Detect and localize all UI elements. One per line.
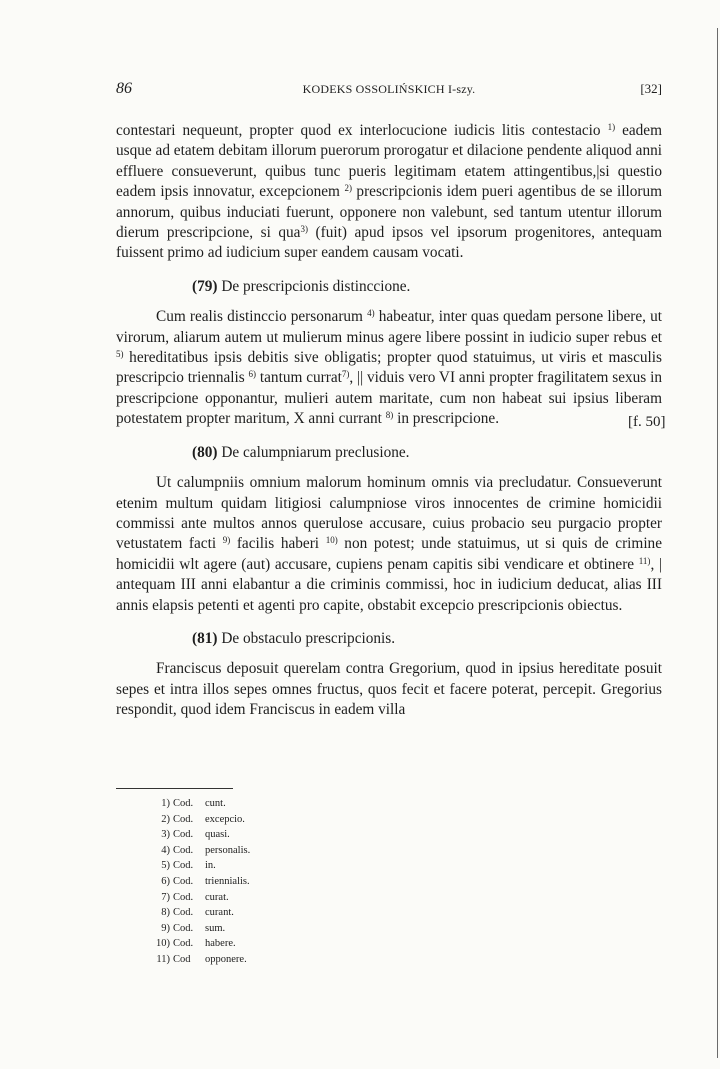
footnote-mark: 4): [161, 844, 170, 856]
footnote: [146, 921, 250, 937]
footnote-mark: 5): [161, 860, 170, 872]
footnote-ref: 7): [341, 369, 350, 380]
text-run: non potest; unde statuimus, ut si quis de crimine homicidii wlt agere (aut) accusare, cupiens penam capitis sibi vendicare et obtinere: [116, 535, 663, 573]
page-edge-line: [717, 28, 718, 1058]
text-run: tantum currat: [256, 369, 342, 387]
section-number: (81): [192, 629, 218, 647]
footnote-ref: 3): [300, 224, 308, 235]
footnotes: [146, 796, 250, 968]
footnote-ref: 5): [116, 349, 124, 360]
footnote-codex: Cod.: [173, 829, 194, 841]
footnote-mark: 7): [161, 891, 170, 903]
text-run: Ut calumpniis omnium malorum hominum omnis via precludatur. Consueverunt etenim multum quidam litigiosi calumpniose viros innocentes de crimine homicidii commissi ante multos annos querulose accusare, cuius probacio seu purgacio propter vetustatem facti: [116, 474, 662, 553]
footnote: [146, 796, 250, 812]
footnote-text: cunt.: [205, 798, 226, 809]
footnote-ref: 4): [367, 308, 375, 319]
text-run: habeatur, inter quas quedam persone libere, ut virorum, aliarum autem ut mulierum minus agere libere possint in iudicio super rebus et: [116, 308, 662, 346]
footnote-text: opponere.: [205, 953, 247, 965]
text-run: , | antequam III anni elabantur a die criminis commissi, hoc in iudicium deducat, alias III annis elapsis petenti et agenti pro capite, obstabit excepcio prescripcionis obiectus.: [116, 555, 662, 614]
page-header: [116, 80, 662, 102]
footnote-mark: 9): [161, 922, 170, 934]
margin-folio-note: [f. 50]: [628, 414, 666, 430]
footnote-mark: 1): [161, 798, 170, 809]
paragraph-3: [116, 473, 662, 616]
footnote-codex: Cod.: [173, 938, 194, 950]
footnote-divider: [116, 788, 233, 789]
footnote-codex: Cod.: [173, 813, 194, 825]
footnote-codex: Cod.: [173, 844, 194, 856]
footnote-mark: 8): [161, 907, 170, 919]
paragraph-4: [116, 659, 662, 720]
footnote-text: quasi.: [205, 829, 230, 841]
footnote-codex: Cod.: [173, 860, 194, 872]
text-run: , || viduis vero VI anni propter fragilitatem sexus in prescripcione opponantur, mulieri autem maritate, cum non habeat sui ipsius liberam potestatem propter maritum, X anni currant: [116, 369, 662, 428]
footnote-text: curant.: [205, 907, 234, 919]
footnote: [146, 812, 250, 828]
text-run: Cum realis distinccio personarum: [156, 308, 368, 326]
footnote-mark: 3): [161, 829, 170, 841]
footnote: [146, 952, 250, 968]
footnote: [146, 874, 250, 890]
footnote-ref: 11): [638, 555, 651, 566]
section-number: (79): [192, 277, 218, 295]
footnote-text: triennialis.: [205, 875, 250, 887]
paragraph-2: [116, 307, 662, 429]
footnote: [146, 843, 250, 859]
footnote: [146, 858, 250, 874]
section-title: De prescripcionis distinccione.: [221, 277, 411, 295]
footnote-text: curat.: [205, 891, 229, 903]
footnote-ref: 10): [325, 535, 338, 546]
footnote-text: excepcio.: [205, 813, 245, 825]
footnote-mark: 2): [161, 813, 170, 825]
footnote: [146, 936, 250, 952]
paragraph-1: [116, 121, 662, 264]
text-run: facilis haberi: [230, 535, 326, 553]
footnote-codex: Cod.: [173, 798, 194, 809]
section-heading-81: [116, 629, 662, 649]
footnote-codex: Cod.: [173, 875, 194, 887]
footnote-text: in.: [205, 860, 216, 872]
footnote-text: sum.: [205, 922, 226, 934]
footnote-text: habere.: [205, 938, 236, 950]
main-text: [116, 121, 662, 721]
footnote-mark: 10): [156, 938, 170, 950]
section-heading-80: [116, 443, 662, 463]
footnote-text: personalis.: [205, 844, 251, 856]
footnote-ref: 8): [385, 410, 394, 421]
footnote: [146, 890, 250, 906]
section-heading-79: [116, 277, 662, 297]
footnote: [146, 905, 250, 921]
text-run: in prescripcione.: [393, 410, 500, 428]
text-run: hereditatibus ipsis debitis sive obligatis; propter quod statuimus, ut viris et masculis prescripcio triennalis: [116, 349, 662, 387]
text-run: prescripcionis idem pueri agentibus de se illorum annorum, quibus induciati fuerunt, opponere non valebunt, sed tantum utentur illorum dierum prescripcione, si qua: [116, 183, 662, 242]
footnote-codex: Cod.: [173, 891, 194, 903]
footnote-ref: 6): [248, 369, 257, 380]
text-run: eadem usque ad etatem debitam illorum puerorum prorogatur et dilacione pendente aliquod anni effluere consueverunt, quibus tunc pueris legitimam etatem attingentibus,|si questio eadem ipsis innovatur, excepcionem: [116, 122, 662, 201]
footnote-ref: 1): [607, 122, 616, 132]
section-title: De calumpniarum preclusione.: [221, 443, 410, 461]
section-title: De obstaculo prescripcionis.: [221, 629, 396, 647]
folio-number: [32]: [640, 81, 662, 96]
footnote-ref: 9): [222, 535, 231, 546]
text-run: (fuit) apud ipsos vel ipsorum progenitores, antequam fuissent primo ad iudicium super eandem causam vocati.: [116, 224, 663, 262]
section-number: (80): [192, 443, 218, 461]
footnote-codex: Cod: [173, 953, 191, 965]
text-run: Franciscus deposuit querelam contra Gregorium, quod in ipsius hereditate posuit sepes et intra illos sepes omnes fructus, quos fecit et facere poterat, percepit. Gregorius respondit, quod idem Franciscus in eadem villa: [116, 660, 662, 719]
footnote-codex: Cod.: [173, 922, 194, 934]
footnote: [146, 827, 250, 843]
running-title: KODEKS OSSOLIŃSKICH I-szy.: [302, 82, 476, 96]
footnote-mark: 11): [156, 953, 170, 965]
footnote-ref: 2): [344, 183, 352, 194]
footnote-mark: 6): [161, 875, 170, 887]
text-run: contestari nequeunt, propter quod ex interlocucione iudicis litis contestacio: [116, 122, 608, 139]
footnote-codex: Cod.: [173, 907, 194, 919]
page-number: 86: [116, 80, 132, 97]
